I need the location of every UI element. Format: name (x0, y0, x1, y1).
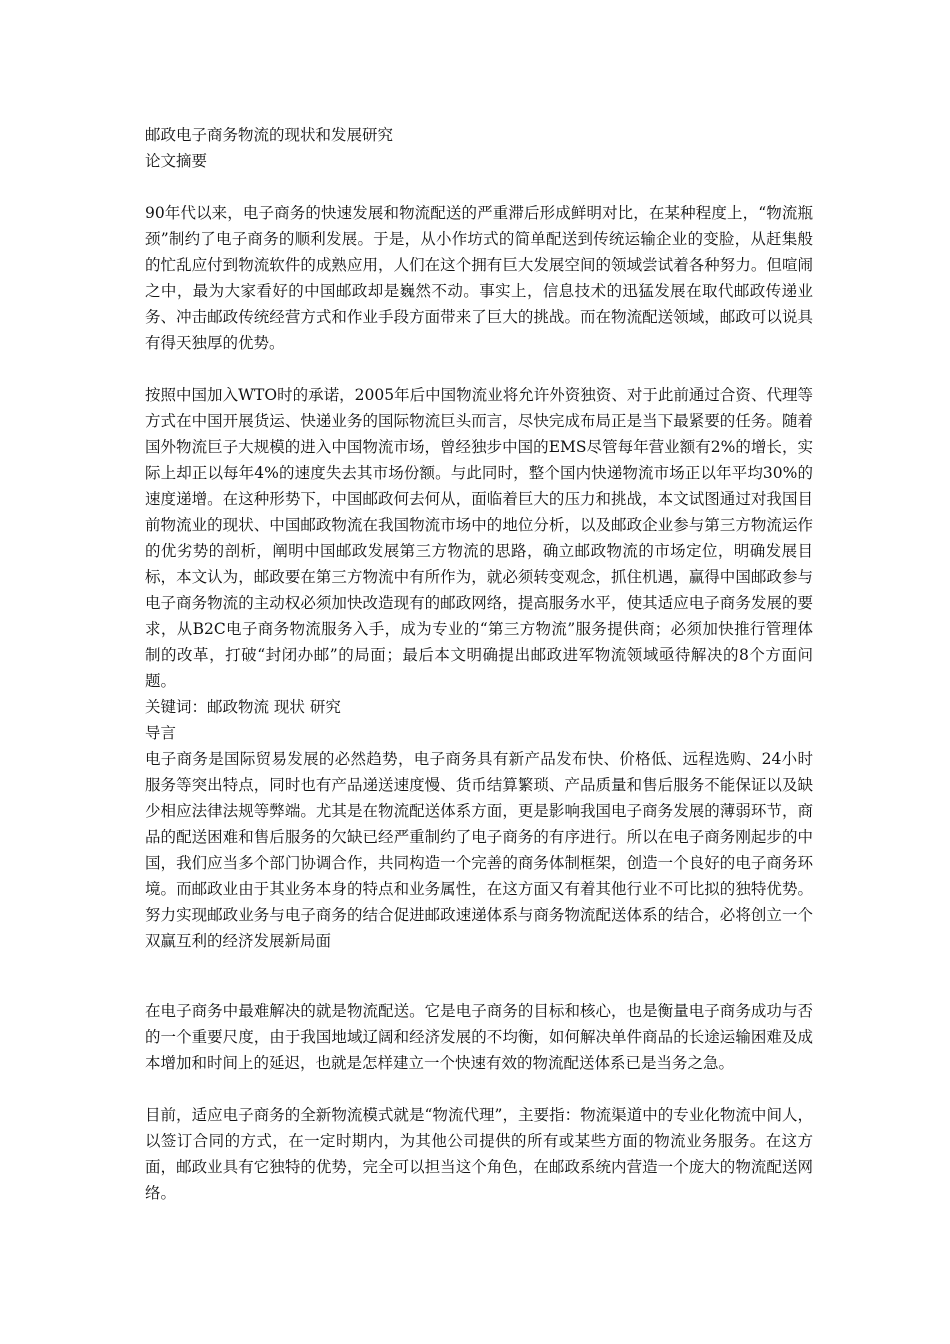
abstract-paragraph-1: 90年代以来，电子商务的快速发展和物流配送的严重滞后形成鲜明对比，在某种程度上，“物流瓶颈”制约了电子商务的顺利发展。于是，从小作坊式的简单配送到传统运输企业的变脸，从赶集般的忙乱应付到物流软件的成熟应用，人们在这个拥有巨大发展空间的领域尝试着各种努力。但喧闹之中，最为大家看好的中国邮政却是巍然不动。事实上，信息技术的迅猛发展在取代邮政传递业务、冲击邮政传统经营方式和作业手段方面带来了巨大的挑战。而在物流配送领域，邮政可以说具有得天独厚的优势。 (145, 204, 813, 352)
document-page (145, 122, 813, 1206)
abstract-paragraph-2: 按照中国加入WTO时的承诺，2005年后中国物流业将允许外资独资、对于此前通过合资、代理等方式在中国开展货运、快递业务的国际物流巨头而言，尽快完成布局正是当下最紧要的任务。随着国外物流巨子大规模的进入中国物流市场，曾经独步中国的EMS尽管每年营业额有2%的增长，实际上却正以每年4%的速度失去其市场份额。与此同时，整个国内快递物流市场正以年平均30%的速度递增。在这种形势下，中国邮政何去何从，面临着巨大的压力和挑战，本文试图通过对我国目前物流业的现状、中国邮政物流在我国物流市场中的地位分析，以及邮政企业参与第三方物流运作的优劣势的剖析，阐明中国邮政发展第三方物流的思路，确立邮政物流的市场定位，明确发展目标，本文认为，邮政要在第三方物流中有所作为，就必须转变观念，抓住机遇，赢得中国邮政参与电子商务物流的主动权必须加快改造现有的邮政网络，提高服务水平，使其适应电子商务发展的要求，从B2C电子商务物流服务入手，成为专业的“第三方物流”服务提供商；必须加快推行管理体制的改革，打破“封闭办邮”的局面；最后本文明确提出邮政进军物流领域亟待解决的8个方面问题。 (145, 386, 813, 690)
abstract-heading: 论文摘要 (145, 152, 208, 170)
spacer (145, 356, 813, 382)
keywords-line: 关键词：邮政物流 现状 研究 (145, 698, 341, 716)
spacer (145, 174, 813, 200)
introduction-paragraph-1: 电子商务是国际贸易发展的必然趋势，电子商务具有新产品发布快、价格低、远程选购、24小时服务等突出特点，同时也有产品递送速度慢、货币结算繁琐、产品质量和售后服务不能保证以及缺少相应法律法规等弊端。尤其是在物流配送体系方面，更是影响我国电子商务发展的薄弱环节，商品的配送困难和售后服务的欠缺已经严重制约了电子商务的有序进行。所以在电子商务刚起步的中国，我们应当多个部门协调合作，共同构造一个完善的商务体制框架，创造一个良好的电子商务环境。而邮政业由于其业务本身的特点和业务属性，在这方面又有着其他行业不可比拟的独特优势。努力实现邮政业务与电子商务的结合促进邮政速递体系与商务物流配送体系的结合，必将创立一个双赢互利的经济发展新局面 (145, 750, 813, 950)
introduction-paragraph-2: 在电子商务中最难解决的就是物流配送。它是电子商务的目标和核心，也是衡量电子商务成功与否的一个重要尺度，由于我国地域辽阔和经济发展的不均衡，如何解决单件商品的长途运输困难及成本增加和时间上的延迟，也就是怎样建立一个快速有效的物流配送体系已是当务之急。 (145, 1002, 813, 1072)
document-title: 邮政电子商务物流的现状和发展研究 (145, 126, 394, 144)
spacer (145, 954, 813, 998)
spacer (145, 1076, 813, 1102)
introduction-paragraph-3: 目前，适应电子商务的全新物流模式就是“物流代理”，主要指：物流渠道中的专业化物流中间人，以签订合同的方式，在一定时期内，为其他公司提供的所有或某些方面的物流业务服务。在这方面，邮政业具有它独特的优势，完全可以担当这个角色，在邮政系统内营造一个庞大的物流配送网络。 (145, 1106, 813, 1202)
introduction-heading: 导言 (145, 724, 177, 742)
